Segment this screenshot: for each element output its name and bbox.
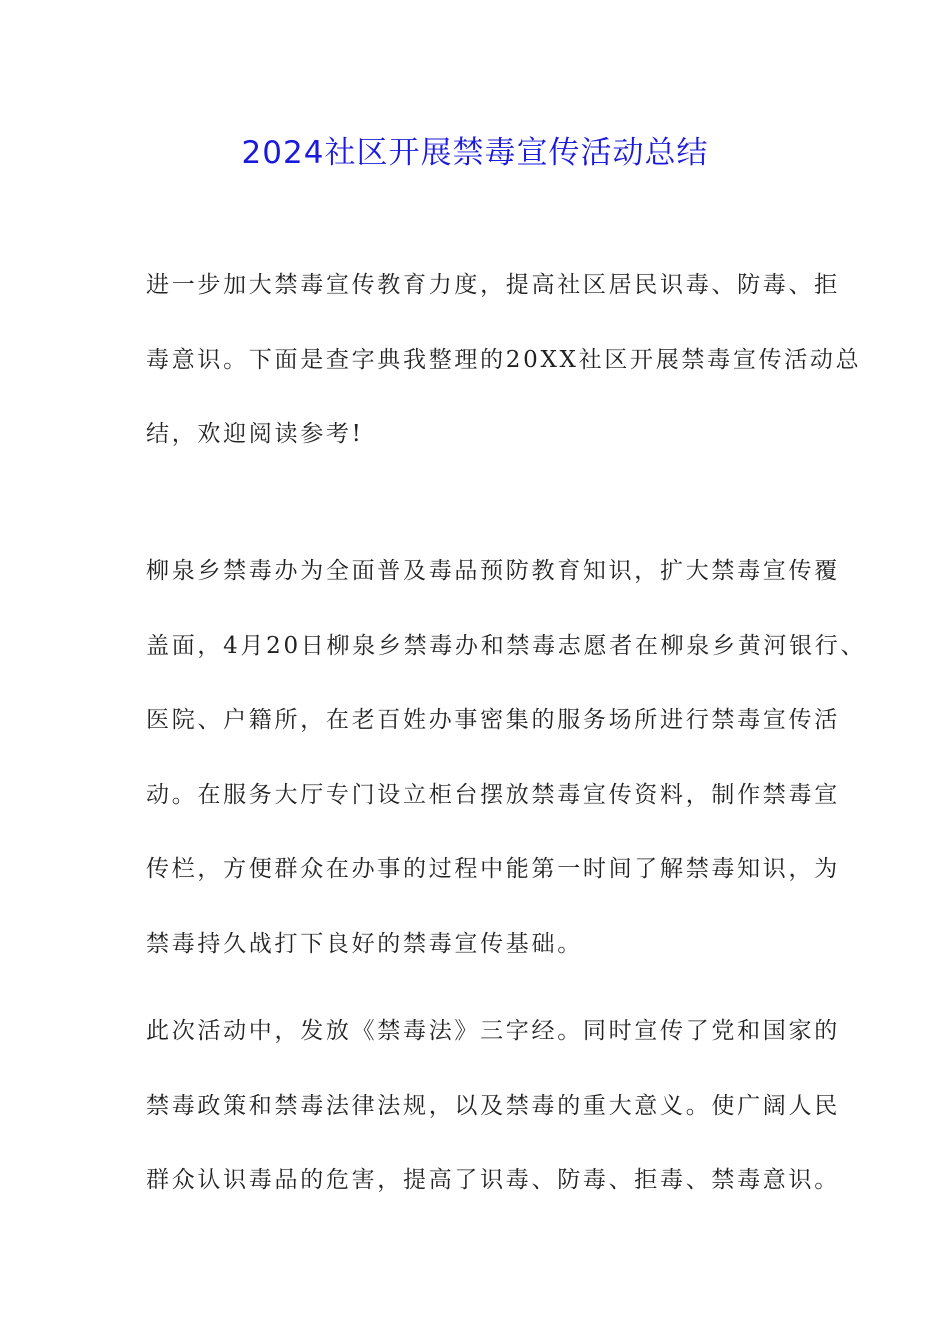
paragraph-line: 盖面，4月20日柳泉乡禁毒办和禁毒志愿者在柳泉乡黄河银行、	[146, 632, 867, 659]
paragraph-line: 禁毒持久战打下良好的禁毒宣传基础。	[146, 930, 583, 957]
paragraph-line: 动。在服务大厅专门设立柜台摆放禁毒宣传资料，制作禁毒宣	[146, 781, 840, 808]
paragraph-line: 毒意识。下面是查字典我整理的20XX社区开展禁毒宣传活动总	[146, 346, 862, 373]
paragraph-line: 群众认识毒品的危害，提高了识毒、防毒、拒毒、禁毒意识。	[146, 1167, 840, 1193]
paragraph-line: 结，欢迎阅读参考!	[146, 421, 364, 447]
paragraph-line: 传栏，方便群众在办事的过程中能第一时间了解禁毒知识，为	[146, 856, 840, 882]
paragraph-line: 此次活动中，发放《禁毒法》三字经。同时宣传了党和国家的	[146, 1018, 840, 1044]
paragraph-line: 柳泉乡禁毒办为全面普及毒品预防教育知识，扩大禁毒宣传覆	[146, 558, 840, 584]
activity-paragraph	[146, 534, 867, 981]
paragraph-line: 禁毒政策和禁毒法律法规，以及禁毒的重大意义。使广阔人民	[146, 1092, 840, 1119]
document-title: 2024社区开展禁毒宣传活动总结	[241, 135, 709, 171]
outcome-paragraph	[146, 994, 840, 1218]
intro-paragraph	[146, 248, 862, 472]
paragraph-line: 医院、户籍所，在老百姓办事密集的服务场所进行禁毒宣传活	[146, 707, 840, 733]
paragraph-line: 进一步加大禁毒宣传教育力度，提高社区居民识毒、防毒、拒	[146, 272, 840, 298]
